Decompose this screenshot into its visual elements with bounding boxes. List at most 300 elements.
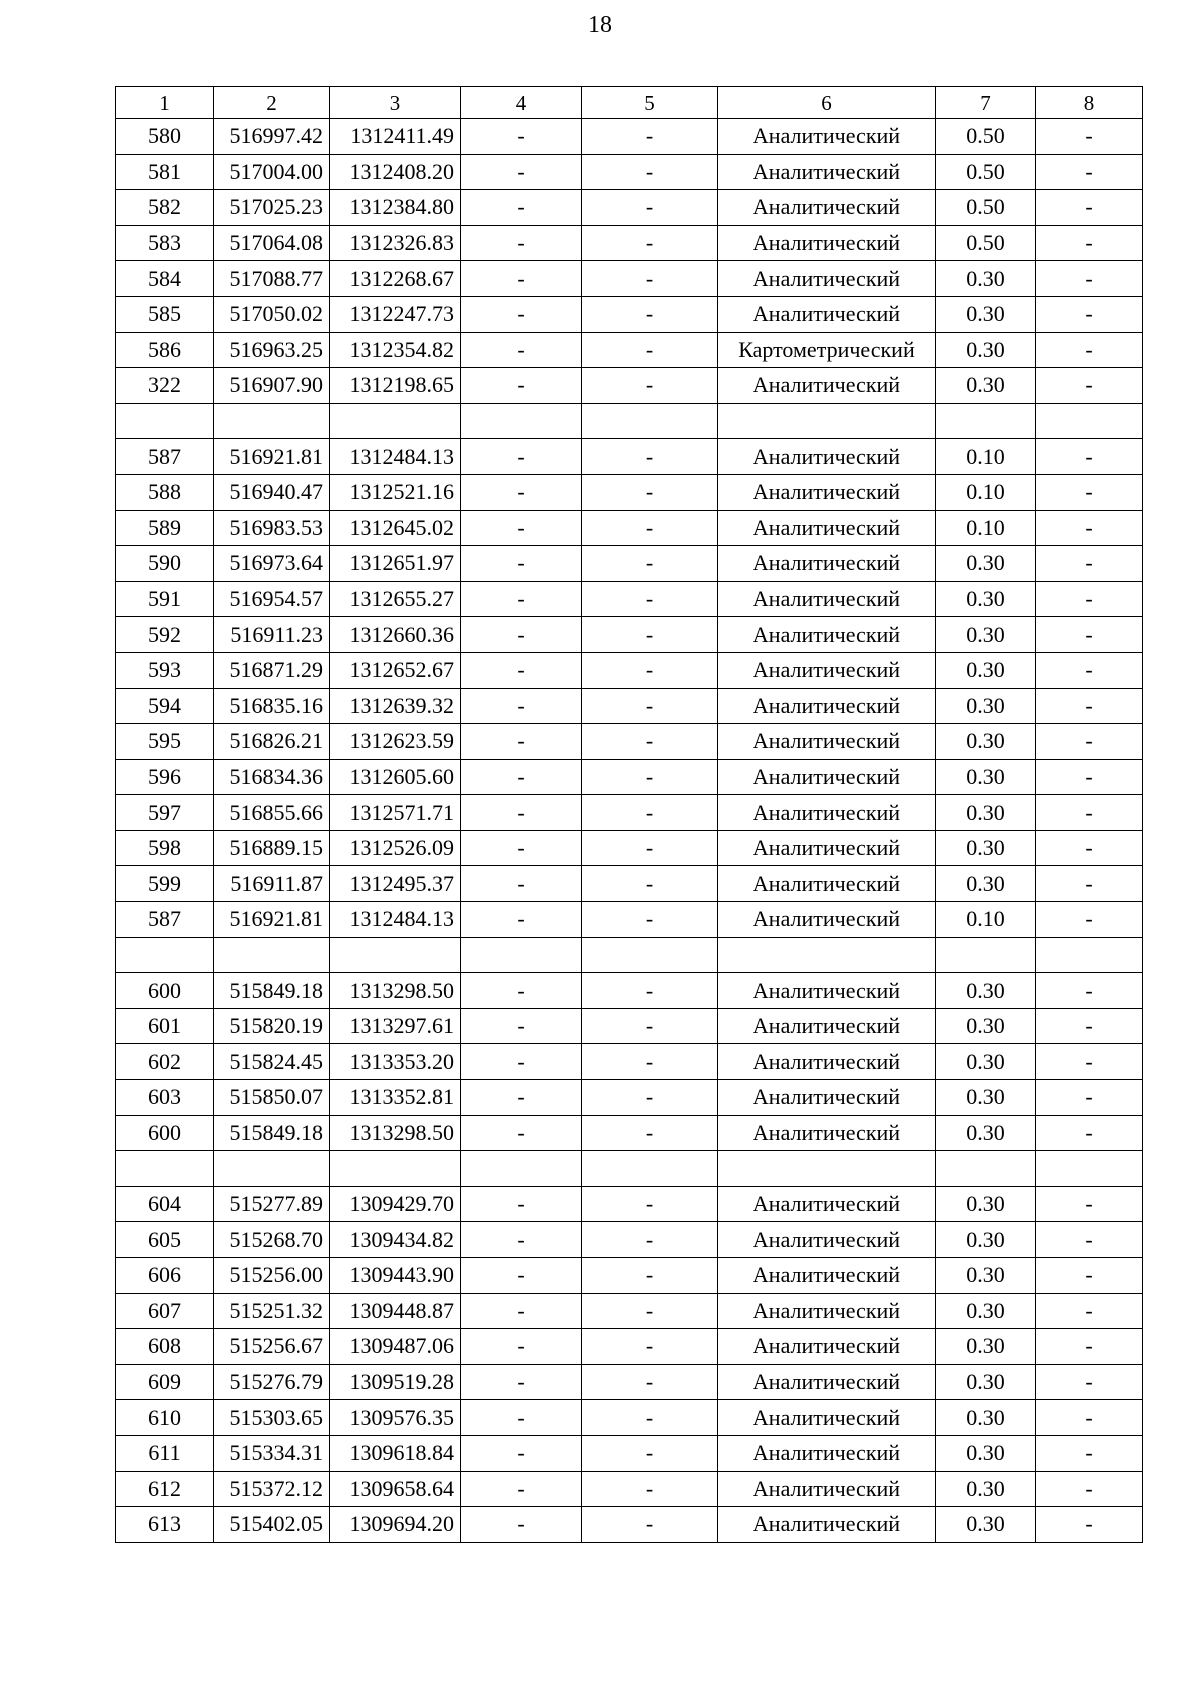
accuracy-cell: 0.30 — [936, 973, 1036, 1009]
col-5-cell: - — [582, 1293, 718, 1329]
col-5-cell: - — [582, 1364, 718, 1400]
table-row — [116, 973, 1143, 1009]
table-body — [116, 87, 1143, 1543]
x-coordinate-cell: 515824.45 — [214, 1044, 330, 1080]
point-number-cell: 613 — [116, 1507, 214, 1543]
table-separator-row — [116, 403, 1143, 439]
col-4-cell: - — [461, 190, 582, 226]
y-coordinate-cell — [330, 937, 461, 973]
y-coordinate-cell: 1309429.70 — [330, 1186, 461, 1222]
table-row — [116, 795, 1143, 831]
col-8-cell: - — [1036, 154, 1143, 190]
col-4-cell: - — [461, 1400, 582, 1436]
y-coordinate-cell: 1312651.97 — [330, 546, 461, 582]
accuracy-cell: 0.30 — [936, 261, 1036, 297]
accuracy-cell: 0.30 — [936, 1435, 1036, 1471]
point-number-cell: 586 — [116, 332, 214, 368]
accuracy-cell: 0.30 — [936, 1507, 1036, 1543]
col-5-cell: - — [582, 759, 718, 795]
x-coordinate-cell: 516826.21 — [214, 724, 330, 760]
method-cell: Аналитический — [718, 439, 936, 475]
point-number-cell: 594 — [116, 688, 214, 724]
col-4-cell: - — [461, 1186, 582, 1222]
y-coordinate-cell: 1312326.83 — [330, 225, 461, 261]
header-cell-col-1: 1 — [116, 87, 214, 119]
col-8-cell: - — [1036, 1258, 1143, 1294]
x-coordinate-cell: 516973.64 — [214, 546, 330, 582]
point-number-cell: 601 — [116, 1008, 214, 1044]
col-5-cell: - — [582, 1115, 718, 1151]
col-4-cell: - — [461, 1115, 582, 1151]
x-coordinate-cell: 515850.07 — [214, 1080, 330, 1116]
y-coordinate-cell: 1309694.20 — [330, 1507, 461, 1543]
x-coordinate-cell: 517050.02 — [214, 296, 330, 332]
point-number-cell: 587 — [116, 439, 214, 475]
table-row — [116, 759, 1143, 795]
table-separator-row — [116, 937, 1143, 973]
accuracy-cell: 0.30 — [936, 1115, 1036, 1151]
point-number-cell — [116, 937, 214, 973]
y-coordinate-cell: 1312623.59 — [330, 724, 461, 760]
y-coordinate-cell: 1312354.82 — [330, 332, 461, 368]
accuracy-cell: 0.30 — [936, 866, 1036, 902]
x-coordinate-cell: 516911.87 — [214, 866, 330, 902]
coordinates-table — [115, 86, 1143, 1543]
point-number-cell: 611 — [116, 1435, 214, 1471]
method-cell: Аналитический — [718, 902, 936, 938]
table-row — [116, 1115, 1143, 1151]
col-5-cell: - — [582, 652, 718, 688]
y-coordinate-cell: 1313297.61 — [330, 1008, 461, 1044]
point-number-cell: 587 — [116, 902, 214, 938]
x-coordinate-cell: 516954.57 — [214, 581, 330, 617]
col-8-cell: - — [1036, 1471, 1143, 1507]
col-4-cell: - — [461, 724, 582, 760]
y-coordinate-cell — [330, 403, 461, 439]
accuracy-cell: 0.10 — [936, 510, 1036, 546]
x-coordinate-cell: 515849.18 — [214, 1115, 330, 1151]
y-coordinate-cell: 1313353.20 — [330, 1044, 461, 1080]
method-cell: Аналитический — [718, 1507, 936, 1543]
method-cell: Аналитический — [718, 759, 936, 795]
col-5-cell: - — [582, 1008, 718, 1044]
col-4-cell: - — [461, 1080, 582, 1116]
header-cell-col-5: 5 — [582, 87, 718, 119]
accuracy-cell: 0.30 — [936, 617, 1036, 653]
table-row — [116, 225, 1143, 261]
col-8-cell: - — [1036, 332, 1143, 368]
point-number-cell: 599 — [116, 866, 214, 902]
col-4-cell: - — [461, 439, 582, 475]
col-5-cell: - — [582, 546, 718, 582]
method-cell: Аналитический — [718, 296, 936, 332]
y-coordinate-cell: 1309434.82 — [330, 1222, 461, 1258]
col-8-cell: - — [1036, 1008, 1143, 1044]
col-8-cell: - — [1036, 1186, 1143, 1222]
method-cell: Аналитический — [718, 1400, 936, 1436]
col-5-cell: - — [582, 439, 718, 475]
header-cell-col-8: 8 — [1036, 87, 1143, 119]
table-row — [116, 368, 1143, 404]
method-cell: Аналитический — [718, 190, 936, 226]
accuracy-cell: 0.50 — [936, 119, 1036, 155]
point-number-cell: 322 — [116, 368, 214, 404]
method-cell: Аналитический — [718, 546, 936, 582]
point-number-cell — [116, 403, 214, 439]
point-number-cell: 609 — [116, 1364, 214, 1400]
y-coordinate-cell: 1312411.49 — [330, 119, 461, 155]
point-number-cell: 591 — [116, 581, 214, 617]
accuracy-cell: 0.30 — [936, 581, 1036, 617]
col-4-cell: - — [461, 368, 582, 404]
accuracy-cell: 0.30 — [936, 1258, 1036, 1294]
col-4-cell — [461, 937, 582, 973]
col-4-cell: - — [461, 1471, 582, 1507]
col-8-cell: - — [1036, 296, 1143, 332]
col-8-cell: - — [1036, 546, 1143, 582]
method-cell: Аналитический — [718, 1258, 936, 1294]
y-coordinate-cell: 1309519.28 — [330, 1364, 461, 1400]
method-cell — [718, 1151, 936, 1187]
y-coordinate-cell: 1312660.36 — [330, 617, 461, 653]
col-5-cell: - — [582, 119, 718, 155]
header-cell-col-4: 4 — [461, 87, 582, 119]
col-4-cell: - — [461, 510, 582, 546]
col-4-cell — [461, 403, 582, 439]
y-coordinate-cell: 1309576.35 — [330, 1400, 461, 1436]
col-5-cell: - — [582, 1471, 718, 1507]
y-coordinate-cell: 1312495.37 — [330, 866, 461, 902]
method-cell: Аналитический — [718, 1115, 936, 1151]
y-coordinate-cell: 1312484.13 — [330, 902, 461, 938]
x-coordinate-cell: 516855.66 — [214, 795, 330, 831]
col-8-cell: - — [1036, 830, 1143, 866]
col-4-cell: - — [461, 296, 582, 332]
col-8-cell: - — [1036, 581, 1143, 617]
point-number-cell: 593 — [116, 652, 214, 688]
accuracy-cell: 0.30 — [936, 1186, 1036, 1222]
col-8-cell: - — [1036, 1044, 1143, 1080]
x-coordinate-cell: 516983.53 — [214, 510, 330, 546]
method-cell: Аналитический — [718, 1471, 936, 1507]
accuracy-cell: 0.30 — [936, 1044, 1036, 1080]
col-5-cell: - — [582, 225, 718, 261]
table-row — [116, 688, 1143, 724]
col-4-cell: - — [461, 225, 582, 261]
accuracy-cell: 0.30 — [936, 332, 1036, 368]
accuracy-cell: 0.50 — [936, 154, 1036, 190]
col-4-cell: - — [461, 1507, 582, 1543]
y-coordinate-cell: 1312247.73 — [330, 296, 461, 332]
col-8-cell: - — [1036, 119, 1143, 155]
accuracy-cell: 0.30 — [936, 830, 1036, 866]
x-coordinate-cell: 516997.42 — [214, 119, 330, 155]
point-number-cell: 597 — [116, 795, 214, 831]
y-coordinate-cell: 1312484.13 — [330, 439, 461, 475]
col-5-cell: - — [582, 1044, 718, 1080]
col-8-cell: - — [1036, 225, 1143, 261]
table-row — [116, 1329, 1143, 1365]
table-row — [116, 1222, 1143, 1258]
table-row — [116, 154, 1143, 190]
col-4-cell — [461, 1151, 582, 1187]
point-number-cell: 596 — [116, 759, 214, 795]
col-5-cell: - — [582, 1329, 718, 1365]
table-row — [116, 1258, 1143, 1294]
col-8-cell: - — [1036, 1329, 1143, 1365]
accuracy-cell — [936, 403, 1036, 439]
x-coordinate-cell: 517088.77 — [214, 261, 330, 297]
col-4-cell: - — [461, 1222, 582, 1258]
col-4-cell: - — [461, 332, 582, 368]
accuracy-cell: 0.10 — [936, 902, 1036, 938]
method-cell: Аналитический — [718, 510, 936, 546]
col-5-cell: - — [582, 581, 718, 617]
x-coordinate-cell: 515820.19 — [214, 1008, 330, 1044]
col-8-cell: - — [1036, 759, 1143, 795]
point-number-cell: 581 — [116, 154, 214, 190]
method-cell: Аналитический — [718, 617, 936, 653]
col-8-cell: - — [1036, 261, 1143, 297]
method-cell: Аналитический — [718, 1186, 936, 1222]
col-4-cell: - — [461, 119, 582, 155]
x-coordinate-cell: 515334.31 — [214, 1435, 330, 1471]
accuracy-cell: 0.30 — [936, 795, 1036, 831]
col-5-cell: - — [582, 368, 718, 404]
x-coordinate-cell: 515276.79 — [214, 1364, 330, 1400]
col-8-cell: - — [1036, 1435, 1143, 1471]
col-8-cell: - — [1036, 973, 1143, 1009]
y-coordinate-cell: 1312384.80 — [330, 190, 461, 226]
header-cell-col-6: 6 — [718, 87, 936, 119]
table-row — [116, 724, 1143, 760]
y-coordinate-cell: 1312652.67 — [330, 652, 461, 688]
col-5-cell: - — [582, 724, 718, 760]
method-cell: Аналитический — [718, 368, 936, 404]
method-cell: Картометрический — [718, 332, 936, 368]
col-5-cell: - — [582, 1507, 718, 1543]
point-number-cell: 584 — [116, 261, 214, 297]
col-8-cell: - — [1036, 795, 1143, 831]
method-cell: Аналитический — [718, 1080, 936, 1116]
col-8-cell: - — [1036, 1400, 1143, 1436]
col-5-cell: - — [582, 154, 718, 190]
method-cell — [718, 937, 936, 973]
col-8-cell — [1036, 1151, 1143, 1187]
col-5-cell: - — [582, 617, 718, 653]
table-row — [116, 830, 1143, 866]
point-number-cell: 608 — [116, 1329, 214, 1365]
col-5-cell: - — [582, 474, 718, 510]
col-4-cell: - — [461, 902, 582, 938]
point-number-cell: 590 — [116, 546, 214, 582]
table-row — [116, 581, 1143, 617]
point-number-cell: 588 — [116, 474, 214, 510]
x-coordinate-cell: 516834.36 — [214, 759, 330, 795]
col-4-cell: - — [461, 581, 582, 617]
table-row — [116, 1400, 1143, 1436]
table-row — [116, 902, 1143, 938]
x-coordinate-cell — [214, 403, 330, 439]
accuracy-cell: 0.30 — [936, 759, 1036, 795]
accuracy-cell: 0.10 — [936, 474, 1036, 510]
x-coordinate-cell: 517064.08 — [214, 225, 330, 261]
col-8-cell: - — [1036, 617, 1143, 653]
method-cell: Аналитический — [718, 866, 936, 902]
accuracy-cell: 0.30 — [936, 1400, 1036, 1436]
method-cell: Аналитический — [718, 474, 936, 510]
table-row — [116, 652, 1143, 688]
col-5-cell: - — [582, 1080, 718, 1116]
point-number-cell: 592 — [116, 617, 214, 653]
col-5-cell: - — [582, 1186, 718, 1222]
table-row — [116, 119, 1143, 155]
col-5-cell — [582, 403, 718, 439]
y-coordinate-cell: 1312526.09 — [330, 830, 461, 866]
point-number-cell: 582 — [116, 190, 214, 226]
table-row — [116, 1080, 1143, 1116]
point-number-cell: 583 — [116, 225, 214, 261]
accuracy-cell: 0.30 — [936, 1080, 1036, 1116]
method-cell: Аналитический — [718, 261, 936, 297]
y-coordinate-cell: 1312521.16 — [330, 474, 461, 510]
y-coordinate-cell: 1313298.50 — [330, 1115, 461, 1151]
accuracy-cell: 0.50 — [936, 225, 1036, 261]
col-8-cell: - — [1036, 368, 1143, 404]
method-cell: Аналитический — [718, 1364, 936, 1400]
y-coordinate-cell: 1309618.84 — [330, 1435, 461, 1471]
method-cell: Аналитический — [718, 688, 936, 724]
x-coordinate-cell: 516889.15 — [214, 830, 330, 866]
method-cell: Аналитический — [718, 1222, 936, 1258]
col-5-cell: - — [582, 190, 718, 226]
method-cell: Аналитический — [718, 795, 936, 831]
col-5-cell: - — [582, 332, 718, 368]
x-coordinate-cell: 515372.12 — [214, 1471, 330, 1507]
y-coordinate-cell: 1309448.87 — [330, 1293, 461, 1329]
col-4-cell: - — [461, 1258, 582, 1294]
point-number-cell — [116, 1151, 214, 1187]
col-5-cell: - — [582, 296, 718, 332]
accuracy-cell: 0.30 — [936, 1329, 1036, 1365]
col-4-cell: - — [461, 688, 582, 724]
col-8-cell: - — [1036, 1080, 1143, 1116]
col-8-cell: - — [1036, 688, 1143, 724]
method-cell: Аналитический — [718, 1293, 936, 1329]
x-coordinate-cell: 516907.90 — [214, 368, 330, 404]
col-8-cell: - — [1036, 439, 1143, 475]
col-8-cell: - — [1036, 510, 1143, 546]
col-8-cell: - — [1036, 866, 1143, 902]
col-5-cell: - — [582, 830, 718, 866]
y-coordinate-cell: 1312639.32 — [330, 688, 461, 724]
point-number-cell: 600 — [116, 973, 214, 1009]
y-coordinate-cell: 1312645.02 — [330, 510, 461, 546]
col-4-cell: - — [461, 261, 582, 297]
table-row — [116, 1471, 1143, 1507]
col-8-cell: - — [1036, 1115, 1143, 1151]
col-8-cell — [1036, 937, 1143, 973]
method-cell — [718, 403, 936, 439]
table-row — [116, 1293, 1143, 1329]
col-5-cell: - — [582, 510, 718, 546]
col-5-cell: - — [582, 902, 718, 938]
point-number-cell: 604 — [116, 1186, 214, 1222]
y-coordinate-cell: 1312198.65 — [330, 368, 461, 404]
point-number-cell: 603 — [116, 1080, 214, 1116]
header-cell-col-3: 3 — [330, 87, 461, 119]
point-number-cell: 612 — [116, 1471, 214, 1507]
point-number-cell: 598 — [116, 830, 214, 866]
x-coordinate-cell: 515256.67 — [214, 1329, 330, 1365]
point-number-cell: 606 — [116, 1258, 214, 1294]
method-cell: Аналитический — [718, 1044, 936, 1080]
col-5-cell: - — [582, 795, 718, 831]
col-4-cell: - — [461, 1008, 582, 1044]
table-row — [116, 190, 1143, 226]
x-coordinate-cell: 516911.23 — [214, 617, 330, 653]
x-coordinate-cell: 516921.81 — [214, 439, 330, 475]
x-coordinate-cell: 515849.18 — [214, 973, 330, 1009]
point-number-cell: 607 — [116, 1293, 214, 1329]
y-coordinate-cell: 1312571.71 — [330, 795, 461, 831]
col-8-cell: - — [1036, 724, 1143, 760]
col-4-cell: - — [461, 1435, 582, 1471]
col-8-cell: - — [1036, 1507, 1143, 1543]
x-coordinate-cell — [214, 1151, 330, 1187]
y-coordinate-cell: 1312408.20 — [330, 154, 461, 190]
x-coordinate-cell: 515277.89 — [214, 1186, 330, 1222]
table-row — [116, 510, 1143, 546]
col-4-cell: - — [461, 1293, 582, 1329]
col-4-cell: - — [461, 1329, 582, 1365]
x-coordinate-cell: 516963.25 — [214, 332, 330, 368]
point-number-cell: 585 — [116, 296, 214, 332]
point-number-cell: 605 — [116, 1222, 214, 1258]
table-row — [116, 1008, 1143, 1044]
col-5-cell: - — [582, 1258, 718, 1294]
col-4-cell: - — [461, 866, 582, 902]
x-coordinate-cell: 517004.00 — [214, 154, 330, 190]
x-coordinate-cell: 515303.65 — [214, 1400, 330, 1436]
x-coordinate-cell: 516940.47 — [214, 474, 330, 510]
col-5-cell: - — [582, 261, 718, 297]
table-row — [116, 332, 1143, 368]
col-4-cell: - — [461, 652, 582, 688]
col-8-cell: - — [1036, 1222, 1143, 1258]
method-cell: Аналитический — [718, 973, 936, 1009]
method-cell: Аналитический — [718, 652, 936, 688]
table-row — [116, 261, 1143, 297]
col-5-cell: - — [582, 688, 718, 724]
col-4-cell: - — [461, 795, 582, 831]
accuracy-cell: 0.30 — [936, 688, 1036, 724]
table-row — [116, 296, 1143, 332]
y-coordinate-cell: 1313352.81 — [330, 1080, 461, 1116]
accuracy-cell: 0.30 — [936, 368, 1036, 404]
point-number-cell: 600 — [116, 1115, 214, 1151]
y-coordinate-cell — [330, 1151, 461, 1187]
x-coordinate-cell: 515268.70 — [214, 1222, 330, 1258]
accuracy-cell: 0.30 — [936, 296, 1036, 332]
col-8-cell: - — [1036, 1293, 1143, 1329]
table-row — [116, 1186, 1143, 1222]
method-cell: Аналитический — [718, 225, 936, 261]
col-4-cell: - — [461, 474, 582, 510]
accuracy-cell: 0.30 — [936, 1364, 1036, 1400]
table-row — [116, 1507, 1143, 1543]
method-cell: Аналитический — [718, 724, 936, 760]
